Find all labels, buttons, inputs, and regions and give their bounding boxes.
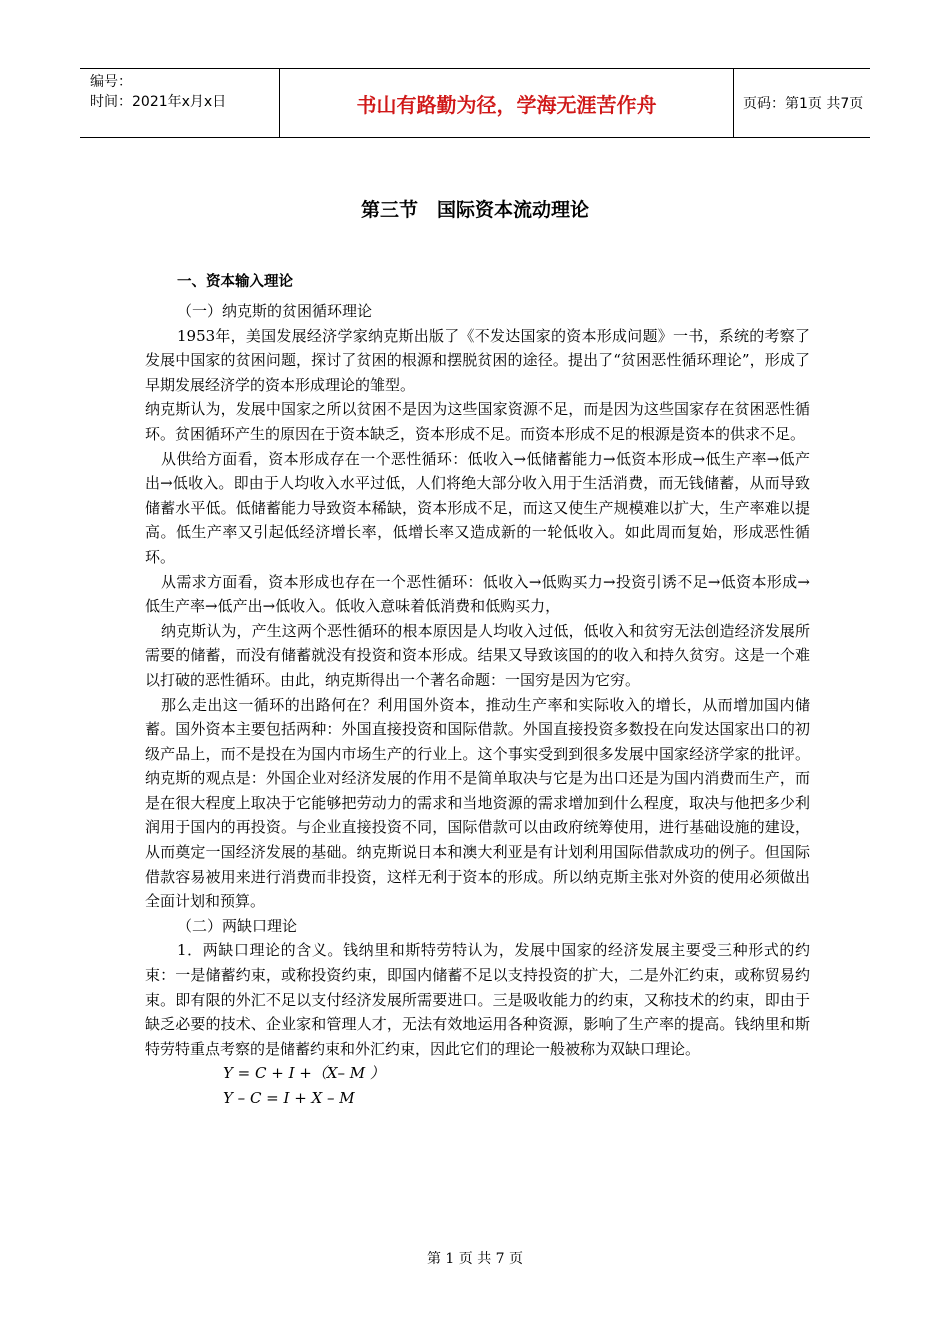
formula-2: Y – C = I + X – M: [223, 1089, 355, 1107]
paragraph: 从供给方面看，资本形成存在一个恶性循环：低收入→低储蓄能力→低资本形成→低生产率→低产出→低收入。即由于人均收入水平过低，人们将绝大部分收入用于生活消费，而无钱储蓄，从而导致储蓄水平低。低储蓄能力导致资本稀缺，资本形成不足，而这又使生产规模难以扩大，生产率难以提高。低生产率又引起低经济增长率，低增长率又造成新的一轮低收入。如此周而复始，形成恶性循环。: [145, 449, 810, 566]
paragraph: 1953年，美国发展经济学家纳克斯出版了《不发达国家的资本形成问题》一书，系统的考察了发展中国家的贫困问题，探讨了贫困的根源和摆脱贫困的途径。提出了“贫困恶性循环理论”，形成了早期发展经济学的资本形成理论的雏型。: [145, 326, 810, 394]
date-label: 时间：2021年x月x日: [90, 94, 227, 110]
page-title: 第三节 国际资本流动理论: [360, 199, 589, 221]
subheading-1: （一）纳克斯的贫困循环理论: [177, 302, 373, 320]
paragraph: 1．两缺口理论的含义。钱纳里和斯特劳特认为，发展中国家的经济发展主要受三种形式的约束：一是储蓄约束，或称投资约束，即国内储蓄不足以支持投资的扩大，二是外汇约束，或称贸易约束。即有限的外汇不足以支付经济发展所需要进口。三是吸收能力的约束，又称技术的约束，即由于缺乏必要的技术、企业家和管理人才，无法有效地运用各种资源，影响了生产率的提高。钱纳里和斯特劳特重点考察的是储蓄约束和外汇约束，因此它们的理论一般被称为双缺口理论。: [145, 941, 810, 1058]
paragraph: 纳克斯认为，发展中国家之所以贫困不是因为这些国家资源不足，而是因为这些国家存在贫困恶性循环。贫困循环产生的原因在于资本缺乏，资本形成不足。而资本形成不足的根源是资本的供求不足。: [145, 400, 810, 443]
header-motto: 书山有路勤为径，学海无涯苦作舟: [280, 69, 734, 137]
document-body: [145, 299, 810, 1111]
header-meta-cell: [80, 69, 280, 137]
paragraph: 从需求方面看，资本形成也存在一个恶性循环：低收入→低购买力→投资引诱不足→低资本形成→低生产率→低产出→低收入。低收入意味着低消费和低购买力，: [145, 572, 810, 616]
subheading-2: （二）两缺口理论: [177, 916, 298, 935]
header-table: [80, 68, 870, 138]
page-footer: 第 1 页 共 7 页: [426, 1251, 524, 1267]
number-label: 编号：: [90, 74, 132, 90]
section-heading: 一、资本输入理论: [177, 274, 293, 290]
paragraph: 那么走出这一循环的出路何在？利用国外资本，推动生产率和实际收入的增长，从而增加国内储蓄。国外资本主要包括两种：外国直接投资和国际借款。外国直接投资多数投在向发达国家出口的初级产品上，而不是投在为国内市场生产的行业上。这个事实受到到很多发展中国家经济学家的批评。纳克斯的观点是：外国企业对经济发展的作用不是简单取决与它是为出口还是为国内消费而生产，而是在很大程度上取决于它能够把劳动力的需求和当地资源的需求增加到什么程度，取决与他把多少利润用于国内的再投资。与企业直接投资不同，国际借款可以由政府统筹使用，进行基础设施的建设，从而奠定一国经济发展的基础。纳克斯说日本和澳大利亚是有计划利用国际借款成功的例子。但国际借款容易被用来进行消费而非投资，这样无利于资本的形成。所以纳克斯主张对外资的使用必须做出全面计划和预算。: [145, 695, 810, 911]
paragraph: 纳克斯认为，产生这两个恶性循环的根本原因是人均收入过低，低收入和贫穷无法创造经济发展所需要的储蓄，而没有储蓄就没有投资和资本形成。结果又导致该国的的收入和持久贫穷。这是一个难以打破的恶性循环。由此，纳克斯得出一个著名命题：一国穷是因为它穷。: [145, 621, 810, 689]
header-page-label: 页码：第1页 共7页: [743, 96, 864, 112]
formula-1: Y = C + I +（X– M ）: [223, 1064, 385, 1083]
